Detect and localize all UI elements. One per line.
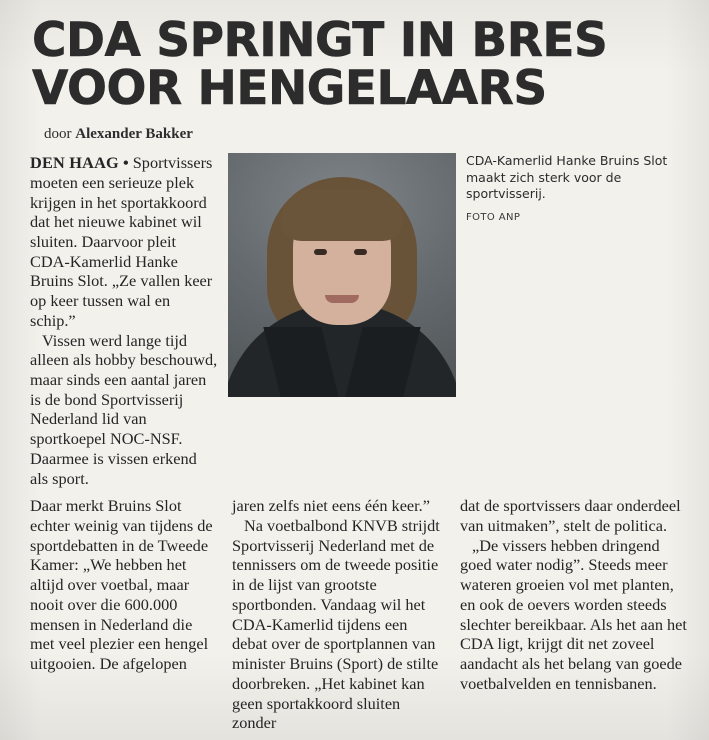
paragraph: [30, 153, 218, 330]
dateline: DEN HAAG: [30, 153, 119, 173]
article-column-1-bottom: [30, 496, 228, 733]
paragraph: dat de sportvissers daar onderdeel van uitmaken”, stelt de politica.: [460, 496, 681, 536]
article-column-3: [456, 496, 687, 733]
article-photo: [228, 153, 456, 397]
article-column-2: [228, 496, 456, 733]
fringe-shape: [281, 189, 403, 241]
photo-caption: CDA-Kamerlid Hanke Bruins Slot maakt zich sterk voor de sportvisserij.: [466, 153, 668, 202]
eye-right-shape: [354, 249, 367, 255]
eye-left-shape: [314, 249, 327, 255]
paragraph: „De vissers hebben dringend goed water nodig”. Steeds meer wateren groeien vol met planten, en ook de oevers worden steeds slechter bereikbaar. Als het aan het CDA ligt, krijgt dit net zoveel aandacht als het belang van goede voetbalvelden en tennisbanen.: [460, 535, 687, 693]
headline-line-1: CDA SPRINGT IN BRES: [32, 13, 608, 68]
paragraph: jaren zelfs niet eens één keer.”: [232, 496, 430, 516]
article-lower-columns: [30, 496, 687, 733]
dateline-bullet: •: [122, 153, 129, 173]
byline: [44, 126, 687, 143]
article-top-block: [30, 153, 687, 488]
paragraph-text: Sportvissers moeten een serieuze plek krijgen in het sportakkoord dat het nieuwe kabinet wil sluiten. Daarvoor pleit CDA-Kamerlid Hanke Bruins Slot. „Ze vallen keer op keer tussen wal en schip.”: [30, 153, 213, 330]
photo-credit: FOTO ANP: [466, 211, 521, 223]
byline-author: Alexander Bakker: [75, 126, 193, 143]
article-column-1-top: [30, 153, 228, 488]
byline-prefix: door: [44, 126, 76, 143]
page-title: [32, 13, 687, 117]
paragraph: Vissen werd lange tijd alleen als hobby beschouwd, maar sinds een aantal jaren is de bond Sportvisserij Nederland lid van sportkoepel NOC-NSF. Daarmee is vissen erkend als sport.: [30, 330, 218, 488]
paragraph: Na voetbalbond KNVB strijdt Sportvisserij Nederland met de tennissers om de tweede positie in de lijst van grootste sportbonden. Vandaag wil het CDA-Kamerlid tijdens een debat over de sportplannen van minister Bruins (Sport) de stilte doorbreken. „Het kabinet kan geen sportakkoord sluiten zonder: [232, 516, 440, 733]
paragraph: Daar merkt Bruins Slot echter weinig van tijdens de sportdebatten in de Tweede Kamer: „We hebben het altijd over voetbal, maar nooit over die 600.000 mensen in Nederland die met veel plezier een hengel uitgooien. De afgelopen: [30, 496, 213, 674]
mouth-shape: [325, 295, 359, 303]
portrait-image: [228, 153, 456, 397]
photo-caption-block: [456, 153, 687, 224]
headline-line-2: VOOR HENGELAARS: [32, 61, 547, 117]
